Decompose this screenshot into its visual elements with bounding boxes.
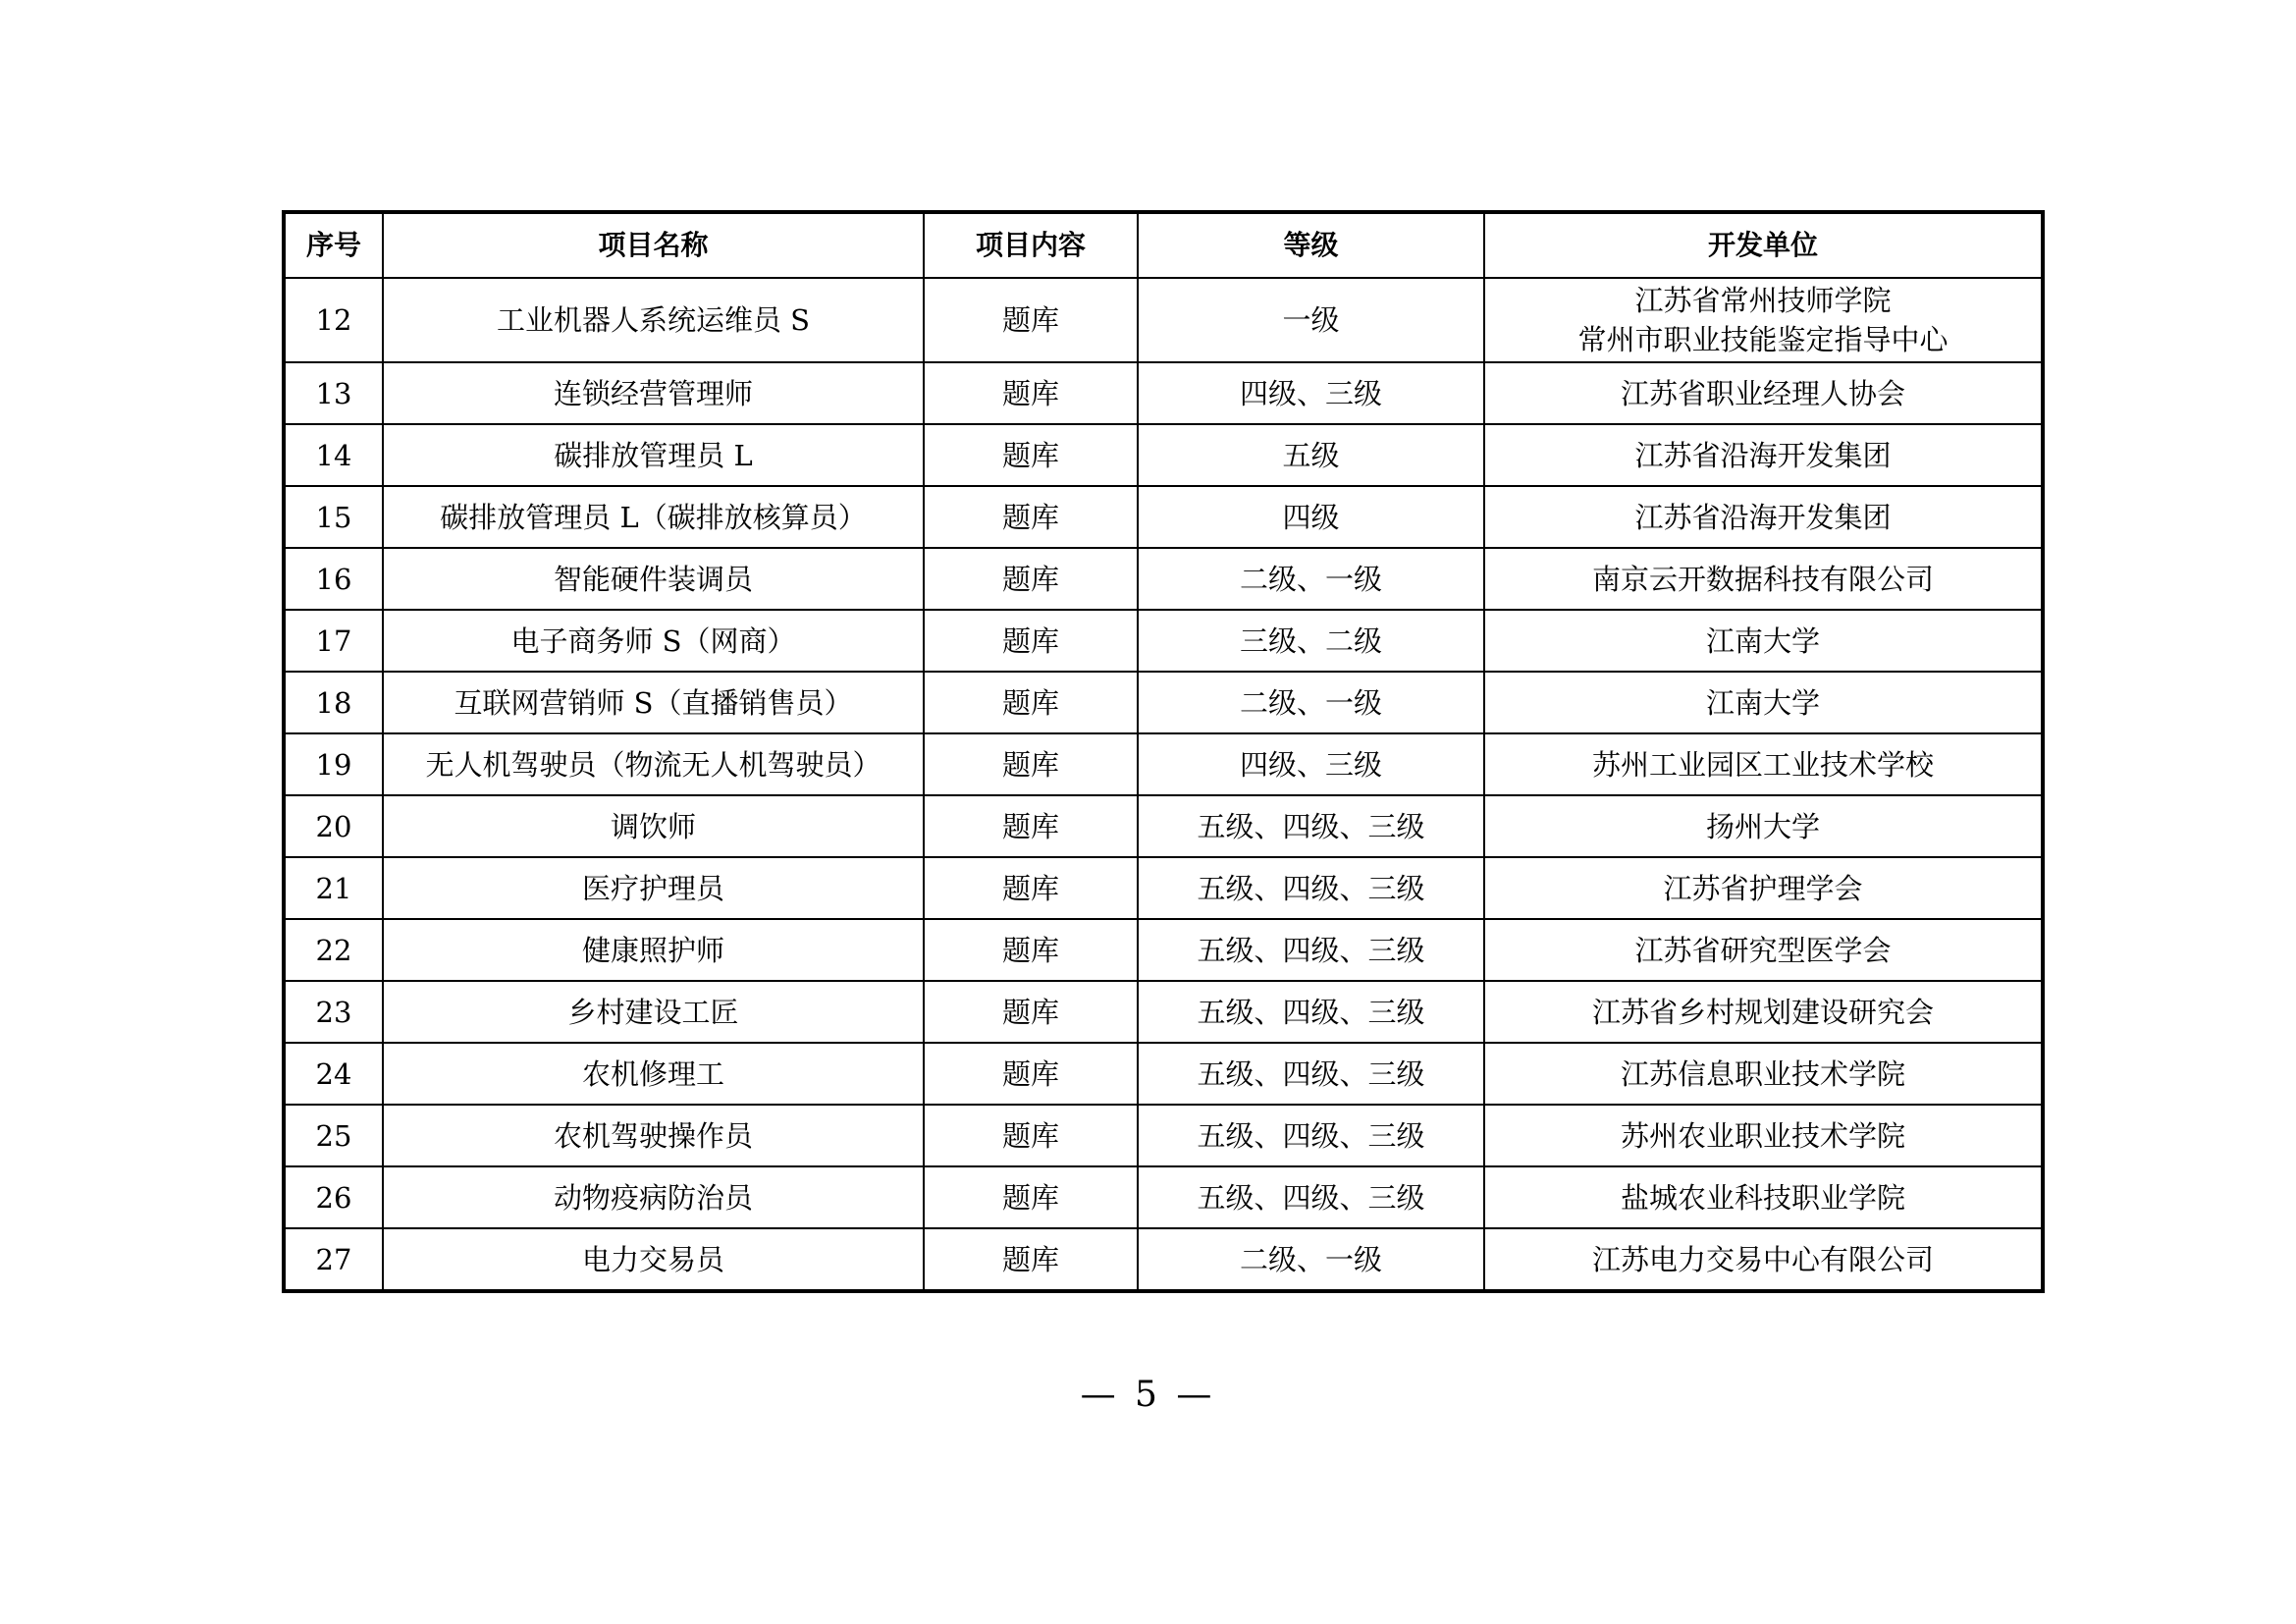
cell-level: 五级、四级、三级 [1138,857,1484,919]
cell-index: 17 [284,610,383,672]
cell-project-content: 题库 [924,857,1138,919]
cell-index: 21 [284,857,383,919]
cell-project-name: 健康照护师 [383,919,924,981]
cell-project-content: 题库 [924,548,1138,610]
developer-unit-line: 常州市职业技能鉴定指导中心 [1577,323,1949,356]
cell-developer-unit [1484,857,2043,919]
table-row [284,919,2043,981]
cell-project-name: 动物疫病防治员 [383,1166,924,1228]
cell-project-name: 互联网营销师 S（直播销售员） [383,672,924,733]
cell-level: 五级、四级、三级 [1138,981,1484,1043]
cell-developer-unit [1484,733,2043,795]
cell-project-name: 无人机驾驶员（物流无人机驾驶员） [383,733,924,795]
developer-unit-line: 江苏省护理学会 [1663,871,1863,905]
developer-unit-line: 苏州农业职业技术学院 [1620,1118,1905,1153]
header-level: 等级 [1138,212,1484,278]
cell-project-content: 题库 [924,278,1138,362]
table-row [284,548,2043,610]
cell-level: 四级 [1138,486,1484,548]
cell-index: 16 [284,548,383,610]
cell-level: 五级、四级、三级 [1138,919,1484,981]
cell-developer-unit [1484,486,2043,548]
cell-project-content: 题库 [924,672,1138,733]
cell-level: 二级、一级 [1138,1228,1484,1291]
cell-index: 18 [284,672,383,733]
cell-level: 三级、二级 [1138,610,1484,672]
cell-project-name: 农机修理工 [383,1043,924,1105]
cell-index: 14 [284,424,383,486]
table-row [284,1105,2043,1166]
cell-developer-unit [1484,278,2043,362]
project-table [282,210,2045,1293]
cell-developer-unit [1484,1043,2043,1105]
cell-index: 24 [284,1043,383,1105]
header-developer-unit: 开发单位 [1484,212,2043,278]
cell-project-name: 碳排放管理员 L [383,424,924,486]
table-row [284,981,2043,1043]
cell-index: 12 [284,278,383,362]
cell-project-content: 题库 [924,919,1138,981]
cell-developer-unit [1484,424,2043,486]
page-number: — 5 — [1080,1375,1216,1415]
cell-index: 13 [284,362,383,424]
header-project-name: 项目名称 [383,212,924,278]
developer-unit-line: 苏州工业园区工业技术学校 [1591,747,1934,782]
table-row [284,610,2043,672]
cell-developer-unit [1484,1228,2043,1291]
table-row [284,1043,2043,1105]
cell-project-name: 碳排放管理员 L（碳排放核算员） [383,486,924,548]
table-row [284,857,2043,919]
cell-level: 五级、四级、三级 [1138,1043,1484,1105]
cell-developer-unit [1484,610,2043,672]
cell-project-content: 题库 [924,1105,1138,1166]
cell-level: 五级、四级、三级 [1138,1166,1484,1228]
cell-project-content: 题库 [924,1228,1138,1291]
table-header-row [284,212,2043,278]
cell-developer-unit [1484,919,2043,981]
table-row [284,1228,2043,1291]
table-row [284,795,2043,857]
cell-index: 15 [284,486,383,548]
cell-level: 五级、四级、三级 [1138,1105,1484,1166]
table-row [284,486,2043,548]
cell-index: 27 [284,1228,383,1291]
developer-unit-line: 江苏省职业经理人协会 [1620,376,1905,410]
header-project-content: 项目内容 [924,212,1138,278]
cell-developer-unit [1484,1166,2043,1228]
cell-project-content: 题库 [924,610,1138,672]
cell-level: 五级 [1138,424,1484,486]
developer-unit-line: 江苏省沿海开发集团 [1634,500,1892,534]
cell-developer-unit [1484,981,2043,1043]
developer-unit-line: 江苏省研究型医学会 [1634,933,1892,967]
cell-index: 19 [284,733,383,795]
cell-project-content: 题库 [924,733,1138,795]
cell-project-name: 连锁经营管理师 [383,362,924,424]
developer-unit-line: 扬州大学 [1705,809,1820,843]
cell-level: 二级、一级 [1138,548,1484,610]
header-index: 序号 [284,212,383,278]
cell-project-content: 题库 [924,795,1138,857]
cell-project-content: 题库 [924,362,1138,424]
cell-project-name: 农机驾驶操作员 [383,1105,924,1166]
cell-developer-unit [1484,1105,2043,1166]
cell-level: 四级、三级 [1138,733,1484,795]
cell-index: 23 [284,981,383,1043]
cell-project-content: 题库 [924,424,1138,486]
developer-unit-line: 盐城农业科技职业学院 [1620,1180,1905,1215]
document-table-container [282,210,2041,1293]
cell-project-name: 工业机器人系统运维员 S [383,278,924,362]
cell-project-content: 题库 [924,1166,1138,1228]
table-row [284,362,2043,424]
cell-level: 一级 [1138,278,1484,362]
developer-unit-line: 江苏省乡村规划建设研究会 [1591,995,1934,1029]
table-row [284,1166,2043,1228]
cell-index: 20 [284,795,383,857]
cell-index: 22 [284,919,383,981]
cell-level: 二级、一级 [1138,672,1484,733]
cell-project-content: 题库 [924,981,1138,1043]
developer-unit-line: 南京云开数据科技有限公司 [1591,562,1934,596]
table-row [284,278,2043,362]
developer-unit-line: 江苏省常州技师学院 [1634,284,1892,317]
table-row [284,733,2043,795]
table-row [284,672,2043,733]
cell-index: 25 [284,1105,383,1166]
cell-project-content: 题库 [924,1043,1138,1105]
cell-developer-unit [1484,795,2043,857]
developer-unit-line: 江南大学 [1705,623,1820,658]
cell-project-name: 调饮师 [383,795,924,857]
cell-developer-unit [1484,362,2043,424]
developer-unit-line: 江苏电力交易中心有限公司 [1591,1242,1934,1276]
cell-developer-unit [1484,548,2043,610]
cell-index: 26 [284,1166,383,1228]
cell-project-name: 电子商务师 S（网商） [383,610,924,672]
cell-project-name: 电力交易员 [383,1228,924,1291]
cell-project-name: 医疗护理员 [383,857,924,919]
cell-level: 五级、四级、三级 [1138,795,1484,857]
cell-project-content: 题库 [924,486,1138,548]
cell-project-name: 乡村建设工匠 [383,981,924,1043]
cell-developer-unit [1484,672,2043,733]
table-body [284,278,2043,1291]
developer-unit-line: 江苏省沿海开发集团 [1634,438,1892,472]
developer-unit-line: 江苏信息职业技术学院 [1620,1056,1905,1091]
table-row [284,424,2043,486]
developer-unit-line: 江南大学 [1705,685,1820,720]
cell-project-name: 智能硬件装调员 [383,548,924,610]
cell-level: 四级、三级 [1138,362,1484,424]
